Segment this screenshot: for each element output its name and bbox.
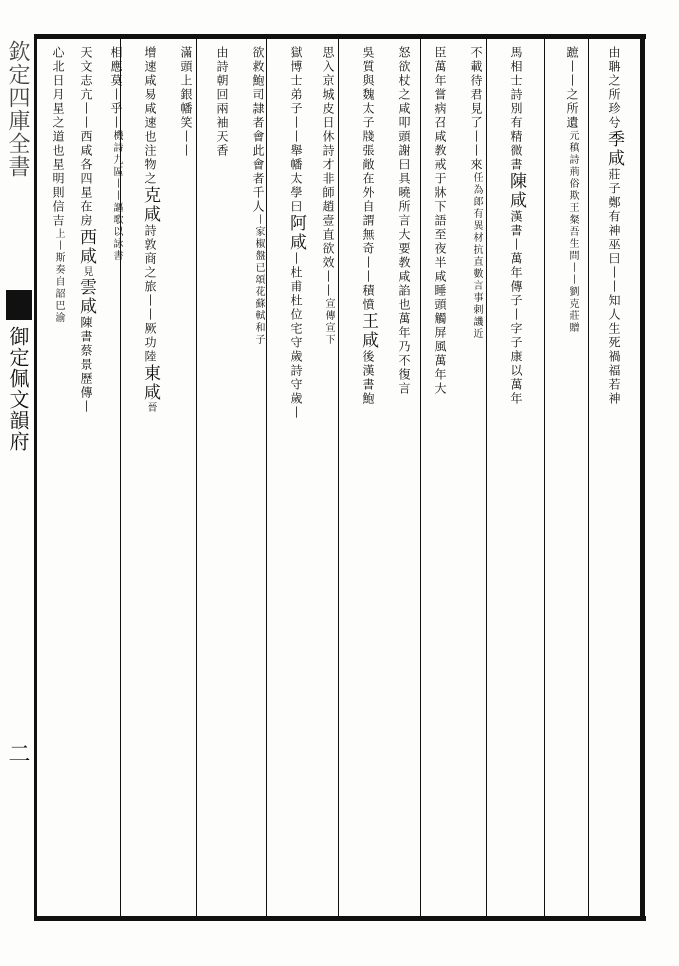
text-column-10 [238,46,278,916]
text-run: 相應莫丨乎丨 [109,46,123,130]
headword-note: 上 [53,228,64,240]
headword-note: 漢書丨萬年傳子丨字子康以萬年 [509,210,523,406]
text-run: 思入京城皮日休詩才非師趙壹直欲效丨丨 [321,46,335,298]
text-column-5 [420,46,460,916]
text-run: 心北日月星之道也星明則信吉 [51,46,65,228]
folio-number: 二 [5,742,30,764]
text-column-13 [130,46,170,916]
text-column-1 [594,46,634,916]
headword-note: 丨家椒盤已頌花蘇軾和子 [253,214,264,346]
margin-top-text: 欽定四庫全書 [5,40,30,178]
text-column-7 [348,46,388,916]
headword: 陳咸 [506,172,526,210]
text-run: 獄博士弟子丨丨舉幡太學曰 [289,46,303,214]
headword-note: 任為郎有異材抗直數言事刺譏近 [471,172,482,340]
headword-note: 後漢書鮑 [361,350,375,406]
text-run: 怒欲杖之咸叩頭謝曰具曉所言大要教咸諂也萬年乃不復言 [397,46,411,396]
headword: 雲咸 [76,278,96,316]
fish-tail-mark-icon [6,290,32,320]
column-divider [544,39,545,916]
text-run: 由詩朝回兩袖天香 [215,46,229,158]
headword-note: 陳書蔡景歷傳丨 [79,316,93,414]
headword-note: 莊子鄭有神巫曰丨丨知人生死禍福若神 [607,168,621,406]
bottom-border-rule [34,916,646,921]
headword: 阿咸 [286,214,306,252]
text-run: 天文志亢丨丨西咸各四星在房 [79,46,93,228]
right-border-rule [640,34,645,921]
headword: 季咸 [604,130,624,168]
headword-note: 書 [111,250,122,262]
headword: 王咸 [358,312,378,350]
text-run: 欲救鮑司隷者會此會者千人 [251,46,265,214]
text-run: 蹠丨丨之所遺 [565,46,579,130]
text-run: 馬相士詩別有精微書 [509,46,523,172]
text-run: 滿頭上銀幡笑丨丨 [179,46,193,158]
headword: 東咸 [140,364,160,402]
headword: 西咸 [76,228,96,266]
text-column-6 [384,46,424,916]
text-run: 吳質與魏太子牋張敞在外自謂無奇丨丨積憤 [361,46,375,312]
headword: 克咸 [140,186,160,224]
headword-note: 晉 [145,402,156,414]
text-column-2 [552,46,592,916]
margin-book-title: 御定佩文韻府 [6,326,30,452]
text-run: 臣萬年嘗病召咸教戒于牀下語至夜半咸睡頭觸屏風萬年大 [433,46,447,396]
headword-note: 丨杜甫杜位宅守歲詩守歲丨 [289,252,303,420]
headword-note: 機詩九區丨丨謳歌以詠 [111,130,122,250]
text-column-11 [202,46,242,916]
top-border-rule [34,34,646,39]
left-border-rule [34,34,37,921]
headword-note: 見 [81,266,92,278]
text-run: 不載待君見了丨丨來 [469,46,483,172]
headword-note: 詩敦商之旅丨丨厥功陸 [143,224,157,364]
text-column-4 [456,46,496,916]
text-run: 增速咸易咸速也注物之 [143,46,157,186]
text-column-16 [38,46,78,916]
text-column-9 [276,46,316,916]
headword-note: 元稹詩荊俗欺王粲吾生問丨丨劉克莊贈 [567,130,578,334]
headword-note: 丨斯奏自韶巴渝 [53,240,64,324]
text-run: 由聃之所珍兮 [607,46,621,130]
text-column-12 [166,46,206,916]
headword-note: 宣傳宣下 [323,298,334,346]
text-column-3 [496,46,536,916]
